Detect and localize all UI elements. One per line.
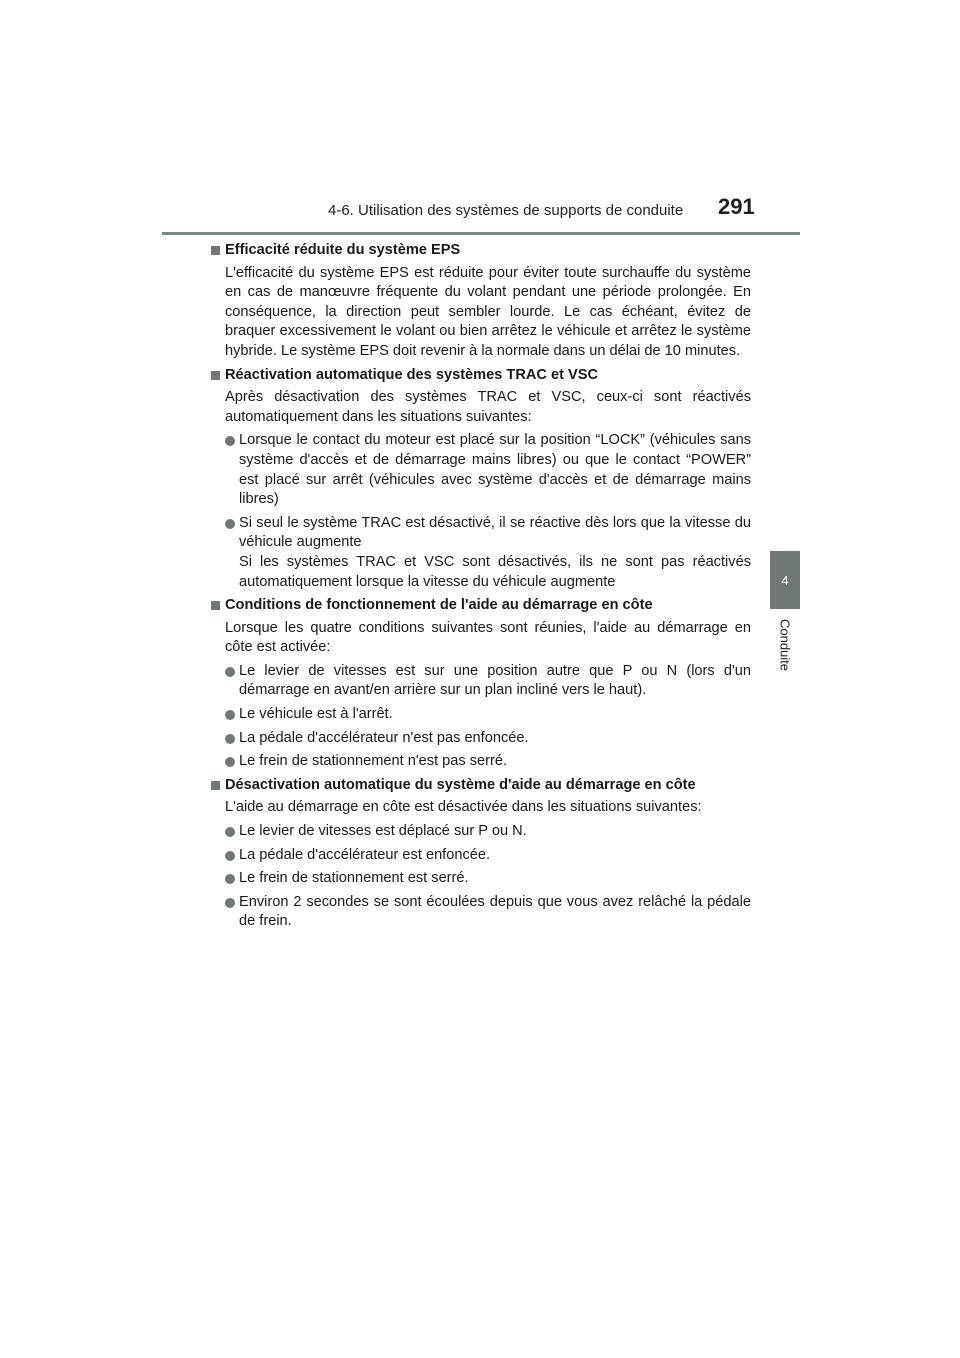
round-bullet-icon bbox=[225, 757, 235, 767]
list-item-text: Le véhicule est à l'arrêt. bbox=[239, 706, 393, 723]
list-item-text: Le frein de stationnement est serré. bbox=[239, 870, 469, 887]
round-bullet-icon bbox=[225, 827, 235, 837]
square-bullet-icon bbox=[211, 781, 220, 790]
section-trac-vsc bbox=[211, 366, 751, 593]
round-bullet-icon bbox=[225, 851, 235, 861]
list-item-text: Environ 2 secondes se sont écoulées depuis que vous avez relâché la pédale de frein. bbox=[239, 893, 751, 930]
section-hill-start-conditions bbox=[211, 596, 751, 772]
paragraph: Après désactivation des systèmes TRAC et VSC, ceux-ci sont réactivés automatiquement dans les situations suivantes: bbox=[225, 389, 751, 425]
list-item-text: Lorsque le contact du moteur est placé sur la position “LOCK” (véhicules sans système d'accès et de démarrage mains libres) ou que le contact “POWER” est placé sur arrêt (véhicules avec système d'accès et de démarrage mains libres) bbox=[239, 432, 751, 508]
chapter-label: Conduite bbox=[777, 618, 793, 672]
list-item-text: Si seul le système TRAC est désactivé, il se réactive dès lors que la vitesse du véhicule augmente bbox=[239, 514, 751, 551]
round-bullet-icon bbox=[225, 874, 235, 884]
section-eps bbox=[211, 241, 751, 362]
paragraph: L'aide au démarrage en côte est désactivée dans les situations suivantes: bbox=[225, 799, 702, 816]
list-item bbox=[211, 729, 751, 749]
page-number: 291 bbox=[718, 194, 755, 219]
section-title bbox=[211, 366, 751, 386]
list-item bbox=[211, 846, 751, 866]
page-content bbox=[211, 241, 751, 936]
list-item-text: Le levier de vitesses est sur une position autre que P ou N (lors d'un démarrage en avant/en arrière sur un plan incliné vers le haut). bbox=[239, 662, 751, 699]
list-item-text: Le levier de vitesses est déplacé sur P ou N. bbox=[239, 823, 527, 840]
square-bullet-icon bbox=[211, 601, 220, 610]
paragraph: Lorsque les quatre conditions suivantes sont réunies, l'aide au démarrage en côte est activée: bbox=[225, 619, 751, 656]
round-bullet-icon bbox=[225, 667, 235, 677]
list-item bbox=[211, 869, 751, 889]
section-title bbox=[211, 596, 751, 616]
list-item bbox=[211, 662, 751, 701]
section-title-text: Efficacité réduite du système EPS bbox=[225, 242, 461, 258]
list-item-text: Le frein de stationnement n'est pas serré. bbox=[239, 753, 508, 770]
section-title-text: Désactivation automatique du système d'aide au démarrage en côte bbox=[225, 776, 696, 793]
list-item bbox=[211, 705, 751, 725]
list-item bbox=[211, 893, 751, 932]
chapter-tab bbox=[770, 551, 800, 609]
paragraph: L'efficacité du système EPS est réduite pour éviter toute surchauffe du système en cas de manœuvre fréquente du volant pendant une période prolongée. En conséquence, la direction peut sembler lourde. Le cas échéant, évitez de braquer excessivement le volant ou bien arrêtez le véhicule et arrêtez le système hybride. Le système EPS doit revenir à la normale dans un délai de 10 minutes. bbox=[225, 264, 751, 359]
section-title bbox=[211, 241, 751, 261]
list-item-text: La pédale d'accélérateur est enfoncée. bbox=[239, 846, 491, 863]
list-item-text: La pédale d'accélérateur n'est pas enfoncée. bbox=[239, 729, 529, 746]
list-item-text: Si les systèmes TRAC et VSC sont désactivés, ils ne sont pas réactivés automatiquement lorsque la vitesse du véhicule augmente bbox=[239, 553, 751, 590]
section-title bbox=[211, 776, 751, 796]
section-title-text: Réactivation automatique des systèmes TRAC et VSC bbox=[225, 366, 599, 383]
header-rule bbox=[162, 232, 800, 235]
round-bullet-icon bbox=[225, 710, 235, 720]
section-hill-start-deactivation bbox=[211, 776, 751, 932]
list-item bbox=[211, 514, 751, 592]
list-item bbox=[211, 431, 751, 509]
round-bullet-icon bbox=[225, 519, 235, 529]
list-item bbox=[211, 822, 751, 842]
square-bullet-icon bbox=[211, 371, 220, 380]
round-bullet-icon bbox=[225, 436, 235, 446]
section-title-text: Conditions de fonctionnement de l'aide au démarrage en côte bbox=[225, 597, 653, 614]
round-bullet-icon bbox=[225, 734, 235, 744]
round-bullet-icon bbox=[225, 898, 235, 908]
list-item bbox=[211, 752, 751, 772]
square-bullet-icon bbox=[211, 246, 220, 255]
chapter-number: 4 bbox=[781, 572, 789, 588]
running-header: 4-6. Utilisation des systèmes de supports de conduite bbox=[328, 202, 684, 219]
